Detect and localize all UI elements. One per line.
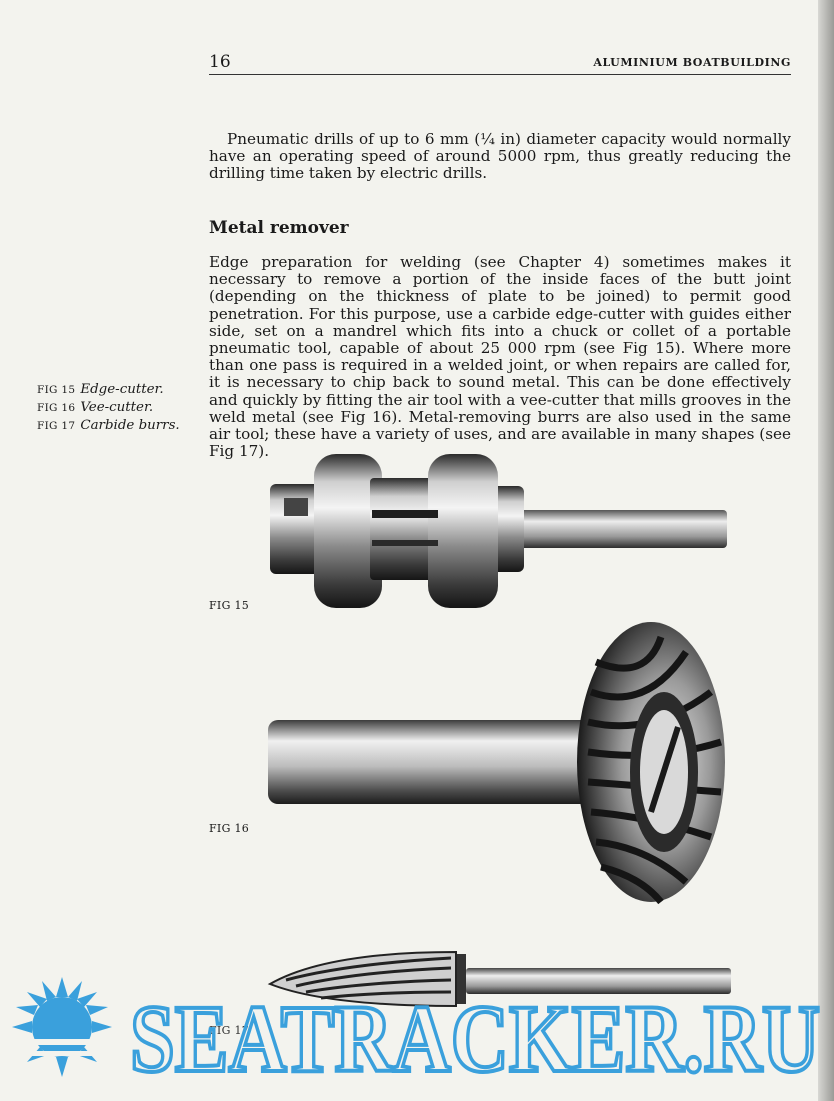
paragraph-metal-remover: Edge preparation for welding (see Chapter 4) sometimes makes it necessary to remove a portion of the inside faces of the butt joint (depending on the thickness of plate to be joined) to permit good penetration. For this purpose, use a carbide edge-cutter with guides either side, set on a mandrel which fits into a chuck or collet of a portable pneumatic tool, capable of about 25 000 rpm (see Fig 15). Where more than one pass is required in a welded joint, or when repairs are called for, it is necessary to chip back to sound metal. This can be done effectively and quickly by fitting the air tool with a vee-cutter that mills grooves in the weld metal (see Fig 16). Metal-removing burrs are also used in the same air tool; these have a variety of uses, and are available in many shapes (see Fig 17). [209, 253, 791, 461]
caption-fig17 [37, 417, 207, 435]
caption-label: FIG 15 [37, 384, 76, 396]
caption-fig15 [37, 381, 207, 399]
sun-logo [0, 977, 124, 1077]
paragraph-pneumatic-drills: Pneumatic drills of up to 6 mm (¼ in) diameter capacity would normally have an operating speed of around 5000 rpm, thus greatly reducing the drilling time taken by electric drills. [209, 130, 791, 183]
caption-label: FIG 17 [37, 420, 76, 433]
header-rule [209, 74, 791, 75]
watermark-text: SEATRACKER.RU [130, 985, 820, 1092]
figure-label-15: FIG 15 [209, 599, 250, 612]
running-head: ALUMINIUM BOATBUILDING [593, 56, 791, 69]
page-edge [818, 0, 834, 1101]
caption-text: Carbide burrs. [80, 418, 180, 434]
section-heading: Metal remover [209, 218, 349, 238]
caption-label: FIG 16 [37, 402, 76, 415]
figure-label-16: FIG 16 [209, 822, 250, 835]
caption-text: Vee-cutter. [80, 400, 154, 416]
caption-text: Edge-cutter. [80, 382, 164, 397]
edge-cutter-illustration [262, 448, 732, 614]
vee-cutter-illustration [266, 622, 736, 914]
caption-fig16 [37, 399, 207, 417]
figure-captions [37, 381, 207, 436]
figure-label-17: FIG 17 [209, 1024, 250, 1037]
watermark [0, 975, 834, 1101]
page-number: 16 [209, 52, 231, 72]
